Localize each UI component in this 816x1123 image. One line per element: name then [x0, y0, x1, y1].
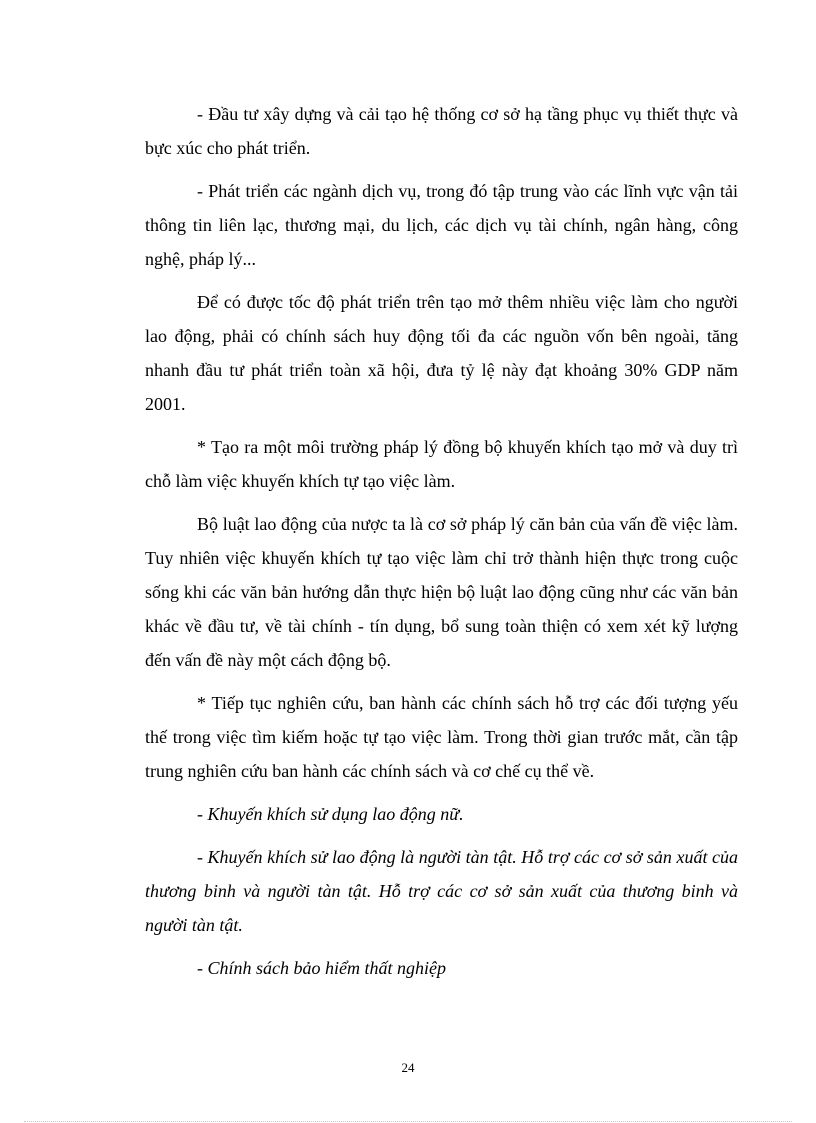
paragraph-labor-code: Bộ luật lao động của nược ta là cơ sở pháp lý căn bản của vấn đề việc làm. Tuy nhiên việc khuyến khích tự tạo việc làm chỉ trở thành hiện thực trong cuộc sống khi các văn bản hướng dẫn thực hiện bộ luật lao động cũng như các văn bản khác về đầu tư, về tài chính - tín dụng, bổ sung toàn thiện có xem xét kỹ lượng đến vấn đề này một cách động bộ. — [145, 514, 738, 670]
paragraph-disabled-labor: - Khuyến khích sử lao động là người tàn tật. Hỗ trợ các cơ sở sản xuất của thương binh và người tàn tật. Hỗ trợ các cơ sở sản xuất của thương binh và người tàn tật. — [145, 847, 738, 935]
paragraph-services: - Phát triển các ngành dịch vụ, trong đó tập trung vào các lĩnh vực vận tải thông tin liên lạc, thương mại, du lịch, các dịch vụ tài chính, ngân hàng, công nghệ, pháp lý... — [145, 181, 738, 269]
paragraph-legal-environment: * Tạo ra một môi trường pháp lý đồng bộ khuyến khích tạo mở và duy trì chỗ làm việc khuyến khích tự tạo việc làm. — [145, 437, 738, 491]
paragraph-female-labor: - Khuyến khích sử dụng lao động nữ. — [197, 804, 464, 824]
document-body — [145, 97, 738, 994]
paragraph-investment: Để có được tốc độ phát triển trên tạo mở thêm nhiều việc làm cho người lao động, phải có chính sách huy động tối đa các nguồn vốn bên ngoài, tăng nhanh đầu tư phát triển toàn xã hội, đưa tỷ lệ này đạt khoảng 30% GDP năm 2001. — [145, 292, 738, 414]
paragraph-support-policies: * Tiếp tục nghiên cứu, ban hành các chính sách hỗ trợ các đối tượng yếu thế trong việc tìm kiếm hoặc tự tạo việc làm. Trong thời gian trước mắt, cần tập trung nghiên cứu ban hành các chính sách và cơ chế cụ thể về. — [145, 693, 738, 781]
paragraph-unemployment-insurance: - Chính sách bảo hiểm thất nghiệp — [197, 958, 446, 978]
page-number: 24 — [401, 1060, 415, 1075]
page-bottom-divider — [24, 1121, 792, 1122]
paragraph-infrastructure: - Đầu tư xây dựng và cải tạo hệ thống cơ sở hạ tầng phục vụ thiết thực và bực xúc cho phát triển. — [145, 104, 738, 158]
